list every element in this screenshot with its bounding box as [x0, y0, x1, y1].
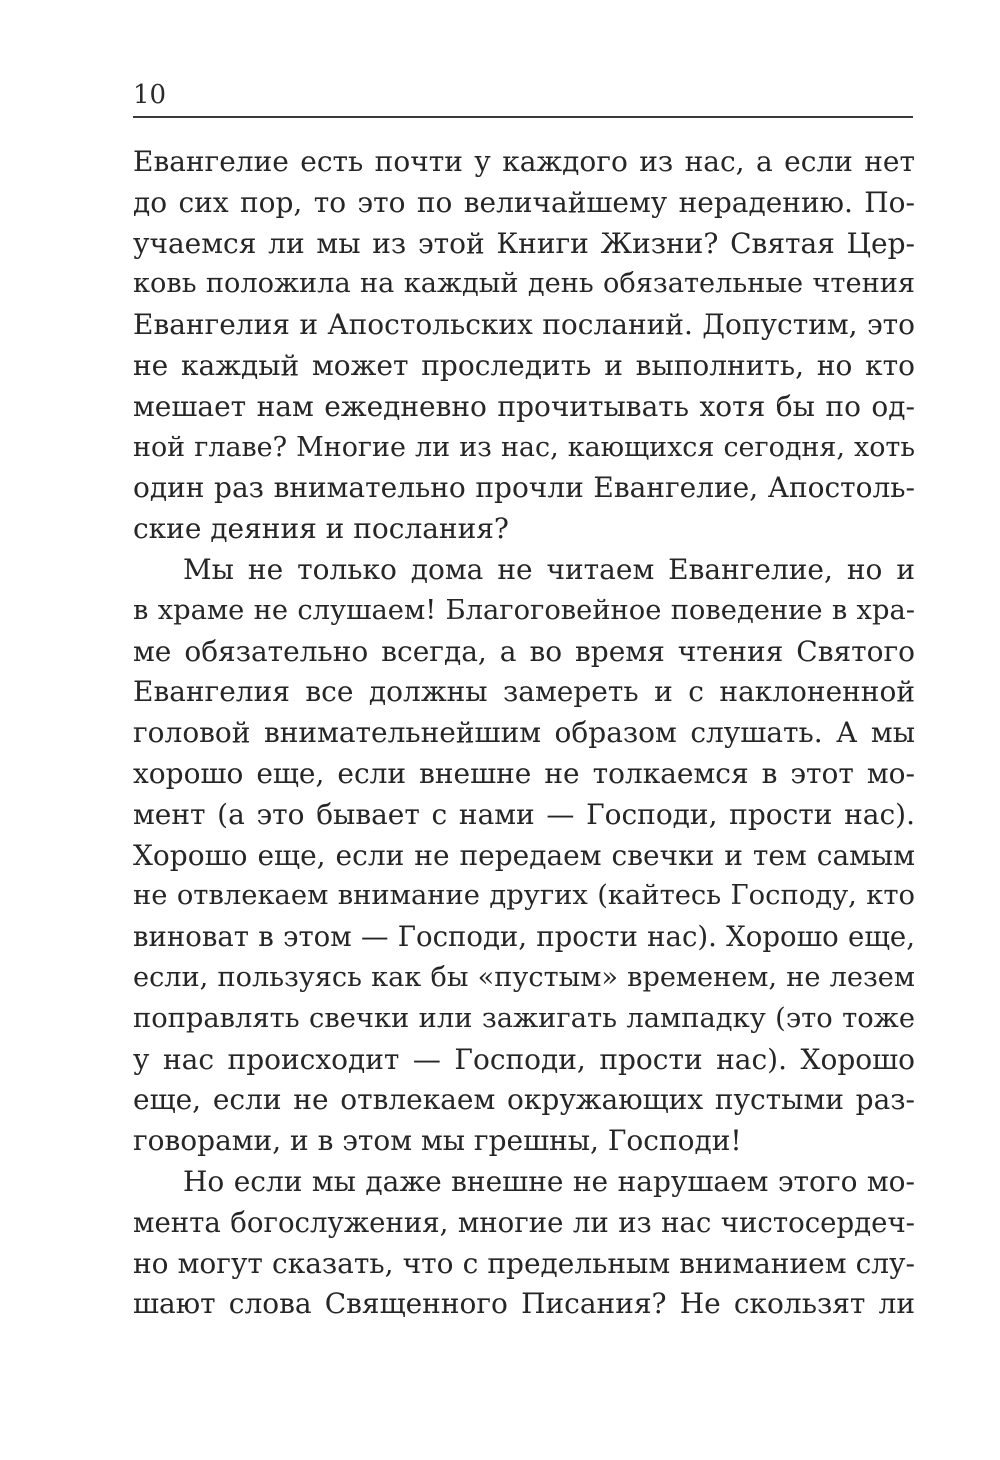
text-line: виноват в этом — Господи, прости нас). Хорошо еще, — [133, 921, 915, 954]
text-line: в храме не слушаем! Благоговейное поведение в хра- — [133, 594, 915, 626]
text-line: хорошо еще, если внешне не толкаемся в этот мо- — [133, 756, 915, 790]
text-line: мента богослужения, многие ли из нас чистосердеч- — [133, 1205, 915, 1239]
paragraph-1 — [133, 142, 915, 550]
text-line: головой внимательнейшим образом слушать. А мы — [133, 716, 915, 750]
body-text — [133, 142, 915, 1325]
text-line: не отвлекаем внимание других (кайтесь Господу, кто — [133, 880, 915, 912]
text-line: мент (а это бывает с нами — Господи, прости нас). — [133, 797, 915, 831]
text-line: мешает нам ежедневно прочитывать хотя бы по од- — [133, 389, 915, 423]
header-rule — [133, 116, 913, 118]
text-line: не каждый может проследить и выполнить, но кто — [133, 348, 915, 382]
text-line: учаемся ли мы из этой Книги Жизни? Святая Цер- — [133, 226, 915, 260]
text-line: но могут сказать, что с предельным вниманием слу- — [133, 1246, 915, 1280]
text-line: до сих пор, то это по величайшему нерадению. По- — [133, 185, 915, 219]
page-number: 10 — [133, 80, 167, 110]
text-line: один раз внимательно прочли Евангелие, Апостоль- — [133, 471, 915, 505]
text-line: Евангелия и Апостольских посланий. Допустим, это — [133, 308, 915, 342]
text-line: Мы не только дома не читаем Евангелие, но и — [183, 552, 915, 586]
text-line: Евангелия все должны замереть и с наклоненной — [133, 675, 915, 709]
text-line: ковь положила на каждый день обязательные чтения — [133, 268, 915, 300]
paragraph-2 — [133, 550, 915, 1162]
text-line: ме обязательно всегда, а во время чтения Святого — [133, 634, 915, 668]
text-line: Но если мы даже внешне не нарушаем этого мо- — [183, 1164, 915, 1198]
text-line: шают слова Священного Писания? Не скользят ли — [133, 1287, 915, 1321]
text-line: ной главе? Многие ли из нас, кающихся сегодня, хоть — [133, 431, 915, 463]
paragraph-3 — [133, 1162, 915, 1325]
text-line: Евангелие есть почти у каждого из нас, а если нет — [133, 145, 915, 178]
text-line: говорами, и в этом мы грешны, Господи! — [133, 1124, 742, 1158]
text-line: Хорошо еще, если не передаем свечки и тем самым — [133, 838, 915, 872]
text-line: ские деяния и послания? — [133, 512, 509, 546]
text-line: если, пользуясь как бы «пустым» временем, не лезем — [133, 961, 915, 993]
text-line: у нас происходит — Господи, прости нас). Хорошо — [133, 1042, 915, 1076]
text-line: еще, если не отвлекаем окружающих пустыми раз- — [133, 1083, 915, 1117]
text-line: поправлять свечки или зажигать лампадку (это тоже — [133, 1002, 915, 1034]
